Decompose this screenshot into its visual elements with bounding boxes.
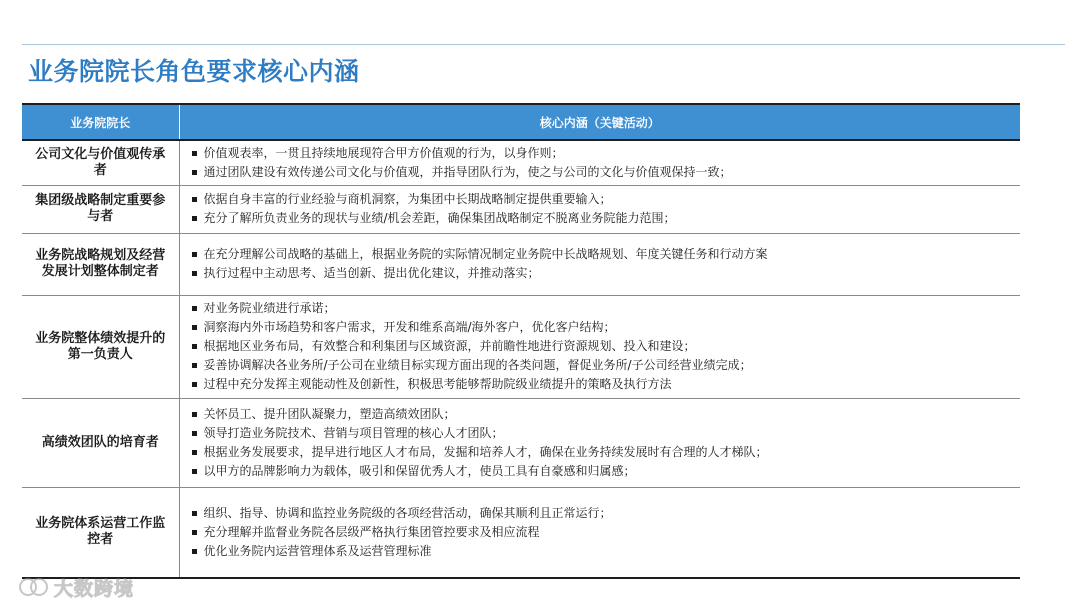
role-name: 集团级战略制定重要参与者 bbox=[35, 193, 166, 224]
activity-item: 关怀员工、提升团队凝聚力，塑造高绩效团队； bbox=[190, 405, 1021, 424]
table-header-row bbox=[22, 104, 1020, 140]
activities-cell bbox=[179, 295, 1020, 398]
watermark bbox=[18, 572, 134, 602]
activity-item: 执行过程中主动思考、适当创新、提出优化建议，并推动落实； bbox=[190, 264, 1021, 283]
table-row bbox=[22, 398, 1020, 487]
activities-cell bbox=[179, 398, 1020, 487]
activity-item: 对业务院业绩进行承诺； bbox=[190, 299, 1021, 318]
activity-list bbox=[180, 190, 1021, 228]
role-name: 业务院体系运营工作监控者 bbox=[35, 516, 166, 548]
role-cell bbox=[22, 233, 179, 295]
activity-list bbox=[180, 299, 1021, 394]
role-cell bbox=[22, 140, 179, 185]
activity-list bbox=[180, 504, 1021, 561]
activity-list bbox=[180, 245, 1021, 283]
role-name: 业务院整体绩效提升的第一负责人 bbox=[35, 330, 166, 362]
table-row bbox=[22, 185, 1020, 233]
role-cell bbox=[22, 398, 179, 487]
table-row bbox=[22, 487, 1020, 578]
header-activities: 核心内涵（关键活动） bbox=[179, 104, 1020, 140]
activities-cell bbox=[179, 233, 1020, 295]
table-row bbox=[22, 233, 1020, 295]
role-name: 公司文化与价值观传承者 bbox=[35, 146, 166, 178]
activity-item: 根据地区业务布局，有效整合和利集团与区域资源，并前瞻性地进行资源规划、投入和建设； bbox=[190, 337, 1021, 356]
title-divider bbox=[22, 44, 1065, 45]
activity-item: 充分了解所负责业务的现状与业绩/机会差距，确保集团战略制定不脱离业务院能力范围； bbox=[190, 209, 1021, 228]
table-row bbox=[22, 295, 1020, 398]
activities-cell bbox=[179, 185, 1020, 233]
activity-item: 以甲方的品牌影响力为载体，吸引和保留优秀人才，使员工具有自豪感和归属感； bbox=[190, 462, 1021, 481]
page-title: 业务院院长角色要求核心内涵 bbox=[28, 57, 360, 86]
activity-item: 过程中充分发挥主观能动性及创新性，积极思考能够帮助院级业绩提升的策略及执行方法 bbox=[190, 375, 1021, 394]
header-role: 业务院院长 bbox=[22, 104, 179, 140]
activity-item: 优化业务院内运营管理体系及运营管理标准 bbox=[190, 542, 1021, 561]
activity-list bbox=[180, 405, 1021, 481]
dual-circle-logo-icon bbox=[18, 576, 50, 598]
role-name: 业务院战略规划及经营发展计划整体制定者 bbox=[35, 248, 166, 279]
activity-item: 根据业务发展要求，提早进行地区人才布局，发掘和培养人才，确保在业务持续发展时有合理的人才梯队； bbox=[190, 443, 1021, 462]
table-row bbox=[22, 140, 1020, 185]
activity-item: 通过团队建设有效传递公司文化与价值观，并指导团队行为，使之与公司的文化与价值观保持一致； bbox=[190, 163, 1021, 182]
watermark-text: 大数跨境 bbox=[54, 577, 135, 600]
activity-item: 领导打造业务院技术、营销与项目管理的核心人才团队； bbox=[190, 424, 1021, 443]
activity-item: 洞察海内外市场趋势和客户需求，开发和维系高端/海外客户，优化客户结构； bbox=[190, 318, 1021, 337]
role-cell bbox=[22, 295, 179, 398]
activity-item: 妥善协调解决各业务所/子公司在业绩目标实现方面出现的各类问题，督促业务所/子公司经营业绩完成； bbox=[190, 356, 1021, 375]
activity-item: 依据自身丰富的行业经验与商机洞察，为集团中长期战略制定提供重要输入； bbox=[190, 190, 1021, 209]
role-cell bbox=[22, 185, 179, 233]
activity-item: 在充分理解公司战略的基础上，根据业务院的实际情况制定业务院中长战略规划、年度关键任务和行动方案 bbox=[190, 245, 1021, 264]
activity-item: 组织、指导、协调和监控业务院级的各项经营活动，确保其顺利且正常运行； bbox=[190, 504, 1021, 523]
activity-item: 充分理解并监督业务院各层级严格执行集团管控要求及相应流程 bbox=[190, 523, 1021, 542]
role-requirements-table bbox=[22, 103, 1020, 579]
activities-cell bbox=[179, 487, 1020, 578]
activities-cell bbox=[179, 140, 1020, 185]
activity-list bbox=[180, 144, 1021, 182]
role-cell bbox=[22, 487, 179, 578]
activity-item: 价值观表率，一贯且持续地展现符合甲方价值观的行为，以身作则； bbox=[190, 144, 1021, 163]
role-name: 高绩效团队的培育者 bbox=[41, 434, 159, 450]
